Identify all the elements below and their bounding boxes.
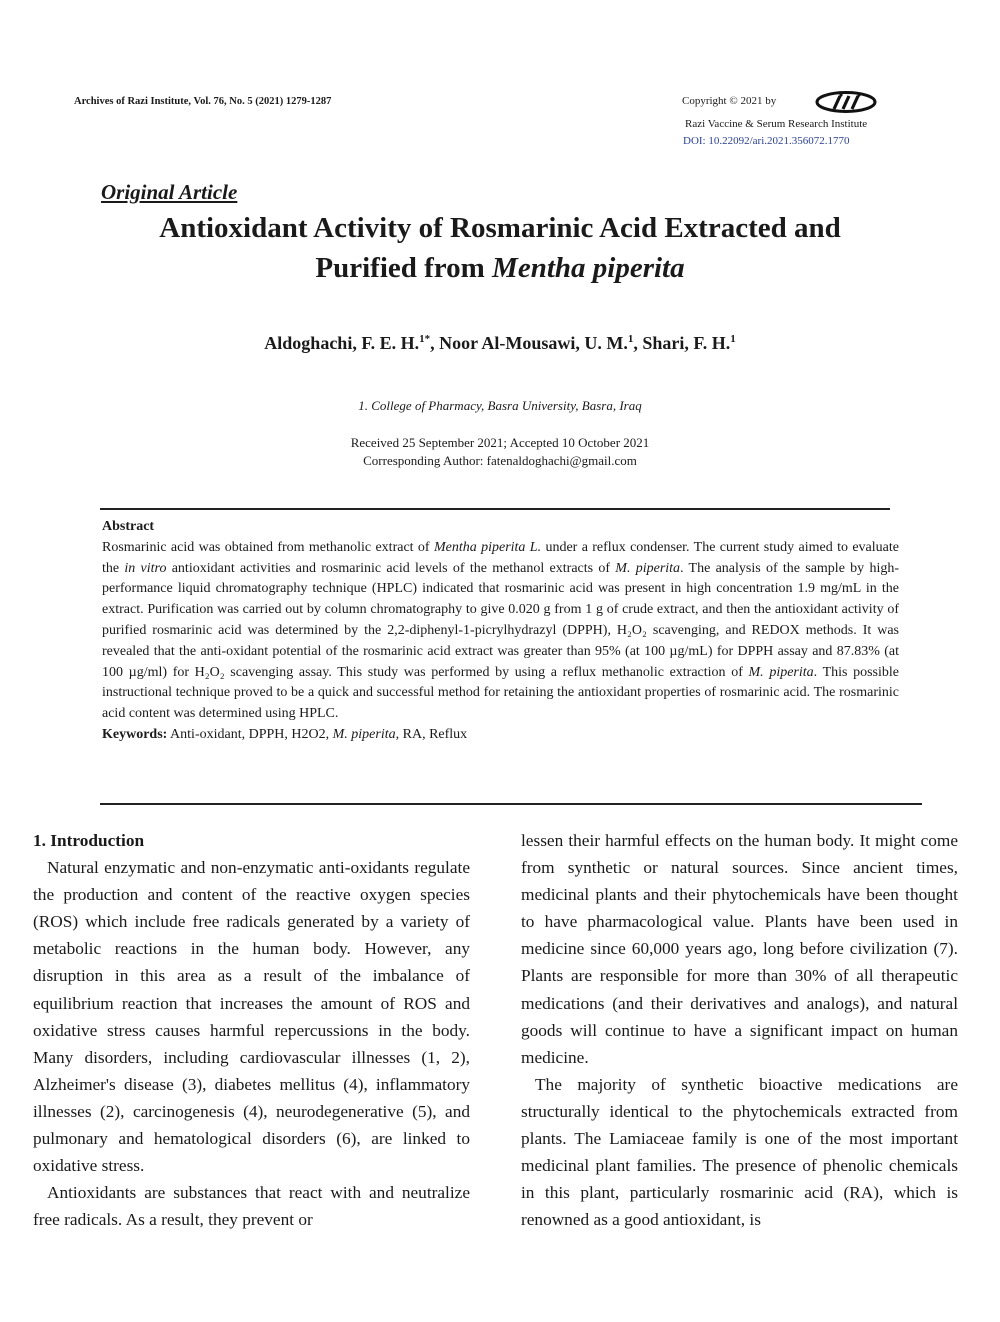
author-name: Aldoghachi, F. E. H. xyxy=(264,333,420,353)
publisher-institute: Razi Vaccine & Serum Research Institute xyxy=(685,118,868,130)
abstract-text: antioxidant activities and rosmarinic acid levels of the methanol extracts of xyxy=(166,560,616,576)
keywords-text: Anti-oxidant, DPPH, H2O2, xyxy=(167,726,333,742)
right-column xyxy=(521,827,958,1233)
author-affiliation-mark: 1* xyxy=(419,333,431,345)
section-heading-introduction: 1. Introduction xyxy=(33,831,145,850)
abstract-bottom-divider xyxy=(100,803,922,805)
abstract-italic: in vitro xyxy=(124,560,167,576)
author-name: Shari, F. H. xyxy=(642,333,731,353)
keywords-text: , RA, Reflux xyxy=(395,726,468,742)
intro-paragraph-2-continued: lessen their harmful effects on the human body. It might come from synthetic or natural sources. Since ancient times, medicinal plants and their phytochemicals have been thought to have pharmacological value. Plants have been used in medicine since 60,000 years ago, long before civilization (7). Plants are responsible for more than 30% of all therapeutic medications (and their derivatives and analogs), and natural goods will continue to have a significant impact on human medicine. xyxy=(521,831,958,1067)
abstract-heading: Abstract xyxy=(102,519,155,534)
author-affiliation-mark: 1 xyxy=(627,333,634,345)
intro-paragraph-3: The majority of synthetic bioactive medications are structurally identical to the phytochemicals extracted from plants. The Lamiaceae family is one of the most important medicinal plant families. The presence of phenolic chemicals in this plant, particularly rosmarinic acid (RA), which is renowned as a good antioxidant, is xyxy=(521,1074,958,1230)
abstract-text: . The analysis of the sample by high-performance liquid chromatography technique (HPLC) indicated that rosmarinic acid was present in high concentration 1.9 mg/mL in the extract. Purification was carried out by column chromatography to give 0.020 g from 1 g of crude extract, and then the antioxidant activity of purified rosmarinic acid was determined by the 2,2-diphenyl-1-picrylhydrazyl (DPPH), H₂O₂ scavenging, and REDOX methods. It was revealed that the anti-oxidant potential of the rosmarinic acid extract was greater than 95% (at 100 µg/mL) for DPPH assay and 87.83% (at 100 µg/ml) for H₂O₂ scavenging assay. This study was performed by using a reflux methanolic extraction of xyxy=(102,560,899,680)
article-dates xyxy=(0,434,1000,470)
abstract-body xyxy=(102,538,899,725)
razi-institute-logo-icon xyxy=(814,90,878,114)
title-line-2 xyxy=(0,248,1000,288)
article-title xyxy=(0,208,1000,288)
author-list: Aldoghachi, F. E. H.$^{1*}$, Noor Al-Mousawi, U. M.$^1$, Shari, F. H.$^1$ xyxy=(264,333,736,353)
abstract-top-divider xyxy=(100,508,890,510)
keywords-italic: M. piperita xyxy=(332,726,396,742)
doi-link[interactable]: DOI: 10.22092/ari.2021.356072.1770 xyxy=(683,135,850,147)
received-accepted-dates: Received 25 September 2021; Accepted 10 October 2021 xyxy=(350,435,650,450)
author-name: Noor Al-Mousawi, U. M. xyxy=(439,333,628,353)
intro-paragraph-2-start: Antioxidants are substances that react with and neutralize free radicals. As a result, they prevent or xyxy=(33,1183,470,1230)
abstract-section xyxy=(102,517,899,746)
abstract-text: under a reflux condenser. The current study aimed to evaluate the xyxy=(102,539,899,576)
keywords xyxy=(102,725,899,746)
intro-paragraph-1: Natural enzymatic and non-enzymatic anti-oxidants regulate the production and content of the reactive oxygen species (ROS) which include free radicals generated by a variety of metabolic reactions in the human body. However, any disruption in this area as a result of the imbalance of equilibrium reaction that increases the amount of ROS and oxidative stress causes harmful repercussions in the body. Many disorders, including cardiovascular illnesses (1, 2), Alzheimer's disease (3), diabetes mellitus (4), inflammatory illnesses (2), carcinogenesis (4), neurodegenerative (5), and pulmonary and hematological disorders (6), are linked to oxidative stress. xyxy=(33,858,470,1176)
copyright-notice: Copyright © 2021 by xyxy=(682,95,777,107)
corresponding-author: Corresponding Author: fatenaldoghachi@gmail.com xyxy=(363,453,637,468)
abstract-italic: Mentha piperita L. xyxy=(433,539,542,555)
abstract-italic: M. piperita xyxy=(615,560,681,576)
author-affiliation-mark: 1 xyxy=(730,333,736,345)
title-species: Mentha piperita xyxy=(492,252,685,284)
title-prefix: Purified from xyxy=(315,252,493,284)
left-column xyxy=(33,827,470,1233)
abstract-text: Rosmarinic acid was obtained from methanolic extract of xyxy=(102,539,434,555)
article-type-label: Original Article xyxy=(101,180,238,204)
keywords-label: Keywords: xyxy=(102,726,168,742)
abstract-italic: M. piperita xyxy=(748,664,814,680)
title-line-1: Antioxidant Activity of Rosmarinic Acid Extracted and xyxy=(159,212,841,244)
journal-citation: Archives of Razi Institute, Vol. 76, No. 5 (2021) 1279-1287 xyxy=(74,96,332,107)
affiliation: 1. College of Pharmacy, Basra University, Basra, Iraq xyxy=(358,398,642,413)
abstract-text: . This possible instructional technique proved to be a quick and successful method for retaining the antioxidant properties of rosmarinic acid. The rosmarinic acid content was determined using HPLC. xyxy=(102,664,899,722)
